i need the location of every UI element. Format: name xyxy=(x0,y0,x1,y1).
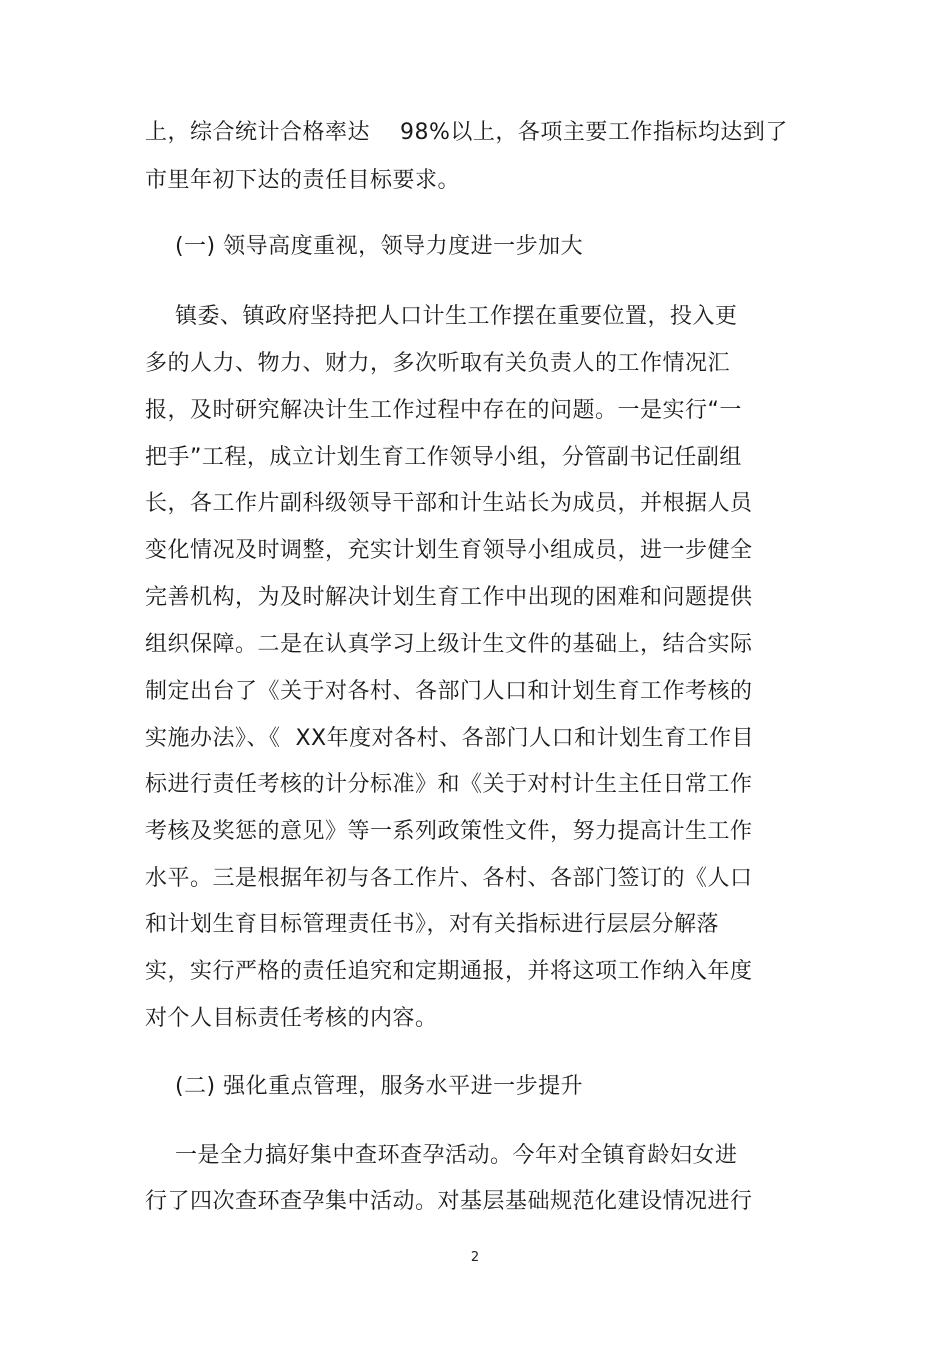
text-line: 镇委、镇政府坚持把人口计生工作摆在重要位置，投入更 xyxy=(145,304,738,329)
text-line: 报，及时研究解决计生工作过程中存在的问题。一是实行“一 xyxy=(145,398,742,423)
text-line: 把手”工程，成立计划生育工作领导小组，分管副书记任副组 xyxy=(145,445,742,470)
text-line: 组织保障。二是在认真学习上级计生文件的基础上，结合实际 xyxy=(145,632,753,657)
text-line: 行了四次查环查孕集中活动。对基层基础规范化建设情况进行 xyxy=(145,1189,753,1214)
text-line: 标进行责任考核的计分标准》和《关于对村计生主任日常工作 xyxy=(145,772,753,797)
text-line: 市里年初下达的责任目标要求。 xyxy=(145,168,461,193)
text-line: 一是全力搞好集中查环查孕活动。今年对全镇育龄妇女进 xyxy=(145,1143,738,1168)
text-line: 实，实行严格的责任追究和定期通报，并将这项工作纳入年度 xyxy=(145,959,753,984)
text-line: 长，各工作片副科级领导干部和计生站长为成员，并根据人员 xyxy=(145,491,753,516)
text-line: 和计划生育目标管理责任书》，对有关指标进行层层分解落 xyxy=(145,912,720,937)
section-heading: (一) 领导高度重视，领导力度进一步加大 xyxy=(145,234,584,259)
text-line: 完善机构，为及时解决计划生育工作中出现的困难和问题提供 xyxy=(145,585,753,610)
text-line: 实施办法》、《 XX年度对各村、各部门人口和计划生育工作目 xyxy=(145,726,755,751)
section-heading: (二) 强化重点管理，服务水平进一步提升 xyxy=(145,1074,584,1099)
text-line: 考核及奖惩的意见》等一系列政策性文件，努力提高计生工作 xyxy=(145,819,753,844)
page-number: 2 xyxy=(470,1250,480,1265)
text-line: 对个人目标责任考核的内容。 xyxy=(145,1006,438,1031)
text-line: 变化情况及时调整，充实计划生育领导小组成员，进一步健全 xyxy=(145,538,753,563)
text-line: 上，综合统计合格率达 98%以上，各项主要工作指标均达到了 xyxy=(145,120,788,145)
text-line: 多的人力、物力、财力，多次听取有关负责人的工作情况汇 xyxy=(145,351,731,376)
text-line: 水平。三是根据年初与各工作片、各村、各部门签订的《人口 xyxy=(145,866,753,891)
text-line: 制定出台了《关于对各村、各部门人口和计划生育工作考核的 xyxy=(145,679,753,704)
